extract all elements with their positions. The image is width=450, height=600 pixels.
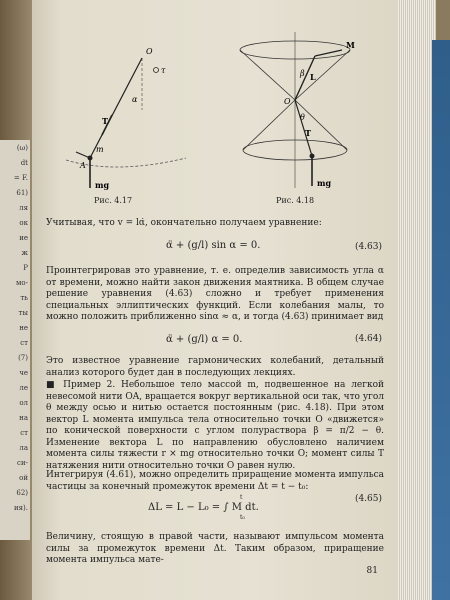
left-page-fragment: ле [19, 384, 28, 392]
left-page-fragment: dt [20, 159, 28, 167]
paragraph-1: Учитывая, что v = lα̇, окончательно получаем уравнение: [46, 218, 322, 228]
label-m: m [96, 145, 104, 154]
left-page-fragment: (7) [18, 354, 28, 362]
left-page-fragment: ть [20, 294, 28, 302]
label-mg: mg [95, 180, 110, 190]
equation-4-65-body: ΔL = L − L₀ = ∫ M dt. [148, 502, 259, 513]
label-A: A [80, 161, 86, 170]
page-stack-edge [398, 0, 436, 600]
label-L: L [310, 72, 316, 82]
lower-cone-left [243, 100, 295, 150]
left-page-fragment: (ω) [16, 144, 28, 152]
left-page-edge [0, 140, 30, 540]
pendulum-string [90, 58, 142, 158]
paragraph-3: Это известное уравнение гармонических колебаний, детальный анализ которого будет дан в последующих лекциях. [46, 356, 384, 378]
equation-4-63: α̈ + (g/l) sin α = 0. [166, 240, 261, 251]
left-page-fragment: ля [19, 204, 28, 212]
paragraph-5: Интегрируя (4.61), можно определить приращение момента импульса частицы за конечный промежуток времени Δt = t − t₀: [46, 470, 384, 492]
figure-4-17 [46, 40, 196, 210]
equation-4-65 [148, 494, 259, 521]
left-page-fragment: ол [19, 399, 28, 407]
label-T: T [102, 116, 108, 126]
label-O: O [146, 47, 153, 56]
left-page-fragment: мо- [15, 279, 28, 287]
figure-4-17-caption: Рис. 4.17 [94, 196, 133, 205]
left-page-fragment: че [19, 369, 28, 377]
left-page-fragment: ой [19, 474, 28, 482]
left-page-fragment: ие [19, 234, 28, 242]
left-page-fragment: не [19, 324, 28, 332]
left-page-fragment: ия). [13, 504, 28, 512]
tau-symbol [154, 68, 159, 73]
left-page-fragment: ок [19, 219, 28, 227]
label-mg-2: mg [317, 178, 332, 188]
page-number: 81 [366, 566, 378, 576]
book-cover-edge [432, 40, 450, 600]
paragraph-example-2: ■ Пример 2. Небольшое тело массой m, подвешенное на легкой невесомой нити OA, вращается вокруг вертикальной оси так, что угол θ между осью и нитью остается постоянным (рис. 4.18). При этом вектор L момента импульса тела относительно точки O «движется» по конической поверхности с углом полураствора β = π/2 − θ. Изменение вектора L по направлению обусловлено наличием момента силы тяжести r × mg относительно точки O; момент силы T натяжения нити относительно точки O равен нулю. [46, 380, 384, 471]
integral-upper-limit: t [240, 494, 243, 501]
label-O-2: O [284, 97, 291, 106]
left-page-fragment: = F. [13, 174, 28, 182]
left-page-fragment: 62) [16, 489, 28, 497]
label-T-2: T [305, 128, 311, 138]
figure-4-18-caption: Рис. 4.18 [276, 196, 315, 205]
paragraph-6: Величину, стоящую в правой части, называют импульсом момента силы за промежуток времени Δt. Таким образом, приращение момента импульса мате- [46, 532, 384, 565]
left-page-fragment: 61) [16, 189, 28, 197]
equation-number-4-65: (4.65) [354, 494, 382, 504]
label-M: M [346, 40, 355, 50]
left-page-fragment: ж [21, 249, 28, 257]
left-page-fragment: ла [19, 444, 28, 452]
torque-vector [315, 50, 342, 56]
left-page-fragment: на [19, 414, 28, 422]
label-tau: τ [161, 66, 166, 75]
equation-number-4-64: (4.64) [354, 334, 382, 344]
label-beta: β [300, 69, 305, 78]
paragraph-2: Проинтегрировав это уравнение, т. е. определив зависимость угла α от времени, можно найти закон движения маятника. В общем случае решение уравнения (4.63) сложно и требует применения специальных эллиптических функций. Если колебания малы, то можно положить приближенно sinα ≈ α, и тогда (4.63) принимает вид [46, 266, 384, 322]
left-page-fragment: ты [18, 309, 28, 317]
equation-4-64: α̈ + (g/l) α = 0. [166, 334, 243, 345]
figure-4-18 [210, 28, 380, 198]
left-page-fragment: Р [23, 264, 28, 272]
book-page [32, 0, 402, 600]
left-page-fragment: ст [20, 429, 28, 437]
integral-lower-limit: t₀ [240, 514, 245, 521]
label-alpha: α [132, 95, 138, 104]
left-page-fragment: ст [20, 339, 28, 347]
mass-2 [310, 154, 315, 159]
label-theta: θ [300, 113, 305, 122]
left-page-fragment: си- [17, 459, 28, 467]
pendulum-mass [88, 156, 93, 161]
equation-number-4-63: (4.63) [354, 242, 382, 252]
